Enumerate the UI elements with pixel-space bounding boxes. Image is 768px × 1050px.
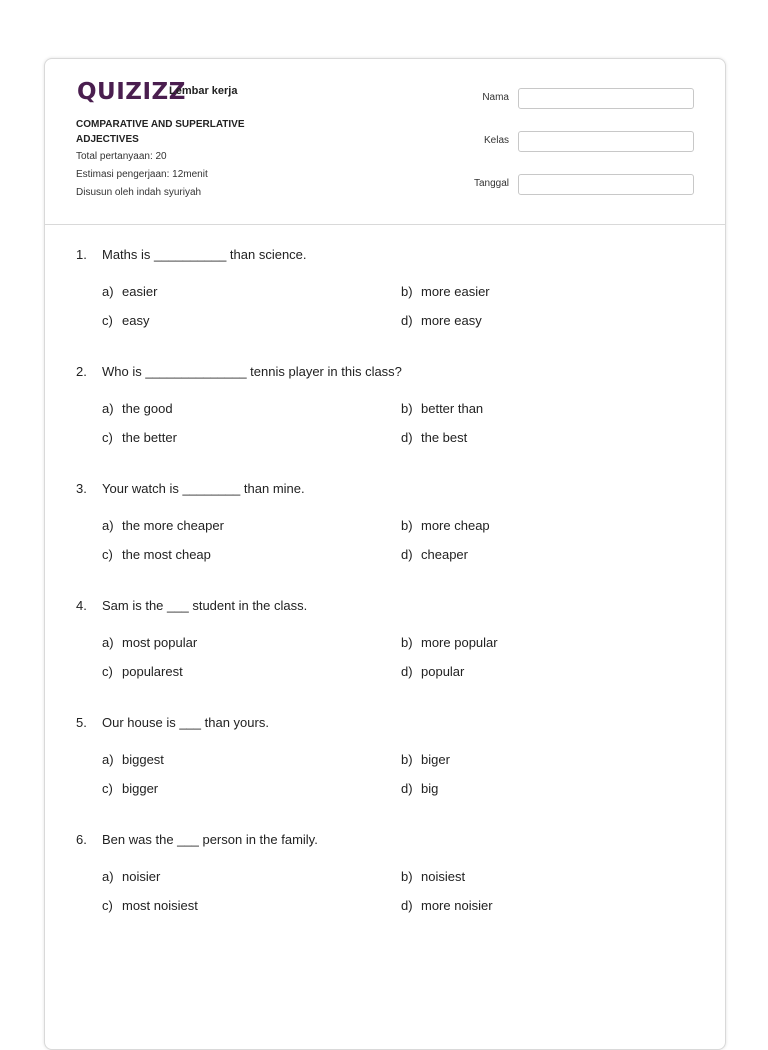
option-letter: c) — [102, 313, 113, 328]
option-text: bigger — [122, 781, 159, 796]
answer-option[interactable] — [102, 664, 183, 679]
question-line — [76, 247, 696, 267]
option-text: more easier — [421, 284, 490, 299]
option-letter: a) — [102, 869, 114, 884]
name-label: Nama — [482, 92, 509, 103]
answer-option[interactable] — [102, 313, 149, 328]
answer-option[interactable] — [102, 430, 177, 445]
answer-option[interactable] — [102, 898, 198, 913]
class-label: Kelas — [483, 135, 509, 146]
question-text: Our house is ___ than yours. — [102, 715, 269, 730]
option-text: noisier — [122, 869, 161, 884]
answer-option[interactable] — [401, 635, 498, 650]
worksheet-subtitle: Lembar kerja — [169, 85, 238, 97]
option-letter: c) — [102, 898, 113, 913]
option-text: noisiest — [421, 869, 466, 884]
option-letter: c) — [102, 781, 113, 796]
question-line — [76, 715, 696, 735]
option-text: biger — [421, 752, 450, 767]
answer-option[interactable] — [102, 869, 160, 884]
option-letter: a) — [102, 635, 114, 650]
option-text: the more cheaper — [122, 518, 224, 533]
worksheet-title: COMPARATIVE AND SUPERLATIVE ADJECTIVES — [76, 119, 245, 145]
question-number: 2. — [76, 364, 87, 379]
date-field[interactable] — [518, 174, 694, 195]
option-letter: d) — [401, 781, 413, 796]
option-letter: a) — [102, 518, 114, 533]
estimated-time: Estimasi pengerjaan: 12menit — [76, 169, 208, 180]
question-text: Who is ______________ tennis player in this class? — [102, 364, 402, 379]
question-number: 6. — [76, 832, 87, 847]
question-line — [76, 598, 696, 618]
option-letter: d) — [401, 664, 413, 679]
name-field[interactable] — [518, 88, 694, 109]
question-text: Maths is __________ than science. — [102, 247, 307, 262]
answer-option[interactable] — [401, 284, 490, 299]
question-4 — [76, 598, 696, 679]
answer-option[interactable] — [102, 781, 158, 796]
answer-option[interactable] — [401, 869, 465, 884]
worksheet-page — [44, 58, 726, 1050]
option-letter: a) — [102, 401, 114, 416]
quizizz-logo: QUIZIZZ — [77, 79, 186, 105]
option-letter: c) — [102, 430, 113, 445]
question-text: Ben was the ___ person in the family. — [102, 832, 318, 847]
option-letter: b) — [401, 284, 413, 299]
answer-option[interactable] — [401, 898, 493, 913]
question-number: 4. — [76, 598, 87, 613]
answer-option[interactable] — [401, 313, 482, 328]
option-letter: d) — [401, 430, 413, 445]
author: Disusun oleh indah syuriyah — [76, 187, 202, 198]
answer-option[interactable] — [401, 401, 483, 416]
option-letter: a) — [102, 752, 114, 767]
answer-option[interactable] — [102, 401, 173, 416]
answer-option[interactable] — [102, 547, 211, 562]
date-label: Tanggal — [473, 178, 509, 189]
answer-option[interactable] — [102, 284, 157, 299]
worksheet-header — [45, 59, 725, 225]
question-line — [76, 832, 696, 852]
option-letter: c) — [102, 547, 113, 562]
answer-option[interactable] — [401, 752, 450, 767]
answer-option[interactable] — [401, 518, 490, 533]
option-text: easy — [122, 313, 150, 328]
option-text: popularest — [122, 664, 183, 679]
question-number: 5. — [76, 715, 87, 730]
option-text: the most cheap — [122, 547, 211, 562]
total-questions: Total pertanyaan: 20 — [76, 151, 167, 162]
answer-option[interactable] — [102, 635, 197, 650]
option-text: more cheap — [421, 518, 490, 533]
option-text: most noisiest — [122, 898, 198, 913]
option-letter: b) — [401, 752, 413, 767]
option-text: big — [421, 781, 439, 796]
option-letter: b) — [401, 518, 413, 533]
option-text: the good — [122, 401, 173, 416]
answer-option[interactable] — [401, 430, 467, 445]
option-text: popular — [421, 664, 465, 679]
option-text: better than — [421, 401, 484, 416]
question-line — [76, 481, 696, 501]
option-letter: b) — [401, 869, 413, 884]
answer-option[interactable] — [401, 664, 464, 679]
question-number: 1. — [76, 247, 87, 262]
option-text: easier — [122, 284, 158, 299]
option-text: biggest — [122, 752, 164, 767]
option-text: more noisier — [421, 898, 493, 913]
question-2 — [76, 364, 696, 445]
option-letter: d) — [401, 898, 413, 913]
answer-option[interactable] — [401, 547, 468, 562]
question-number: 3. — [76, 481, 87, 496]
option-text: more easy — [421, 313, 482, 328]
question-6 — [76, 832, 696, 913]
question-line — [76, 364, 696, 384]
question-text: Sam is the ___ student in the class. — [102, 598, 308, 613]
option-text: the best — [421, 430, 468, 445]
option-letter: d) — [401, 547, 413, 562]
option-letter: d) — [401, 313, 413, 328]
class-field[interactable] — [518, 131, 694, 152]
option-letter: b) — [401, 401, 413, 416]
question-1 — [76, 247, 696, 328]
option-text: the better — [122, 430, 177, 445]
question-text: Your watch is ________ than mine. — [102, 481, 305, 496]
option-text: most popular — [122, 635, 198, 650]
option-text: cheaper — [421, 547, 468, 562]
answer-option[interactable] — [102, 518, 224, 533]
option-letter: b) — [401, 635, 413, 650]
answer-option[interactable] — [401, 781, 438, 796]
answer-option[interactable] — [102, 752, 164, 767]
option-text: more popular — [421, 635, 498, 650]
option-letter: c) — [102, 664, 113, 679]
question-5 — [76, 715, 696, 796]
option-letter: a) — [102, 284, 114, 299]
question-3 — [76, 481, 696, 562]
